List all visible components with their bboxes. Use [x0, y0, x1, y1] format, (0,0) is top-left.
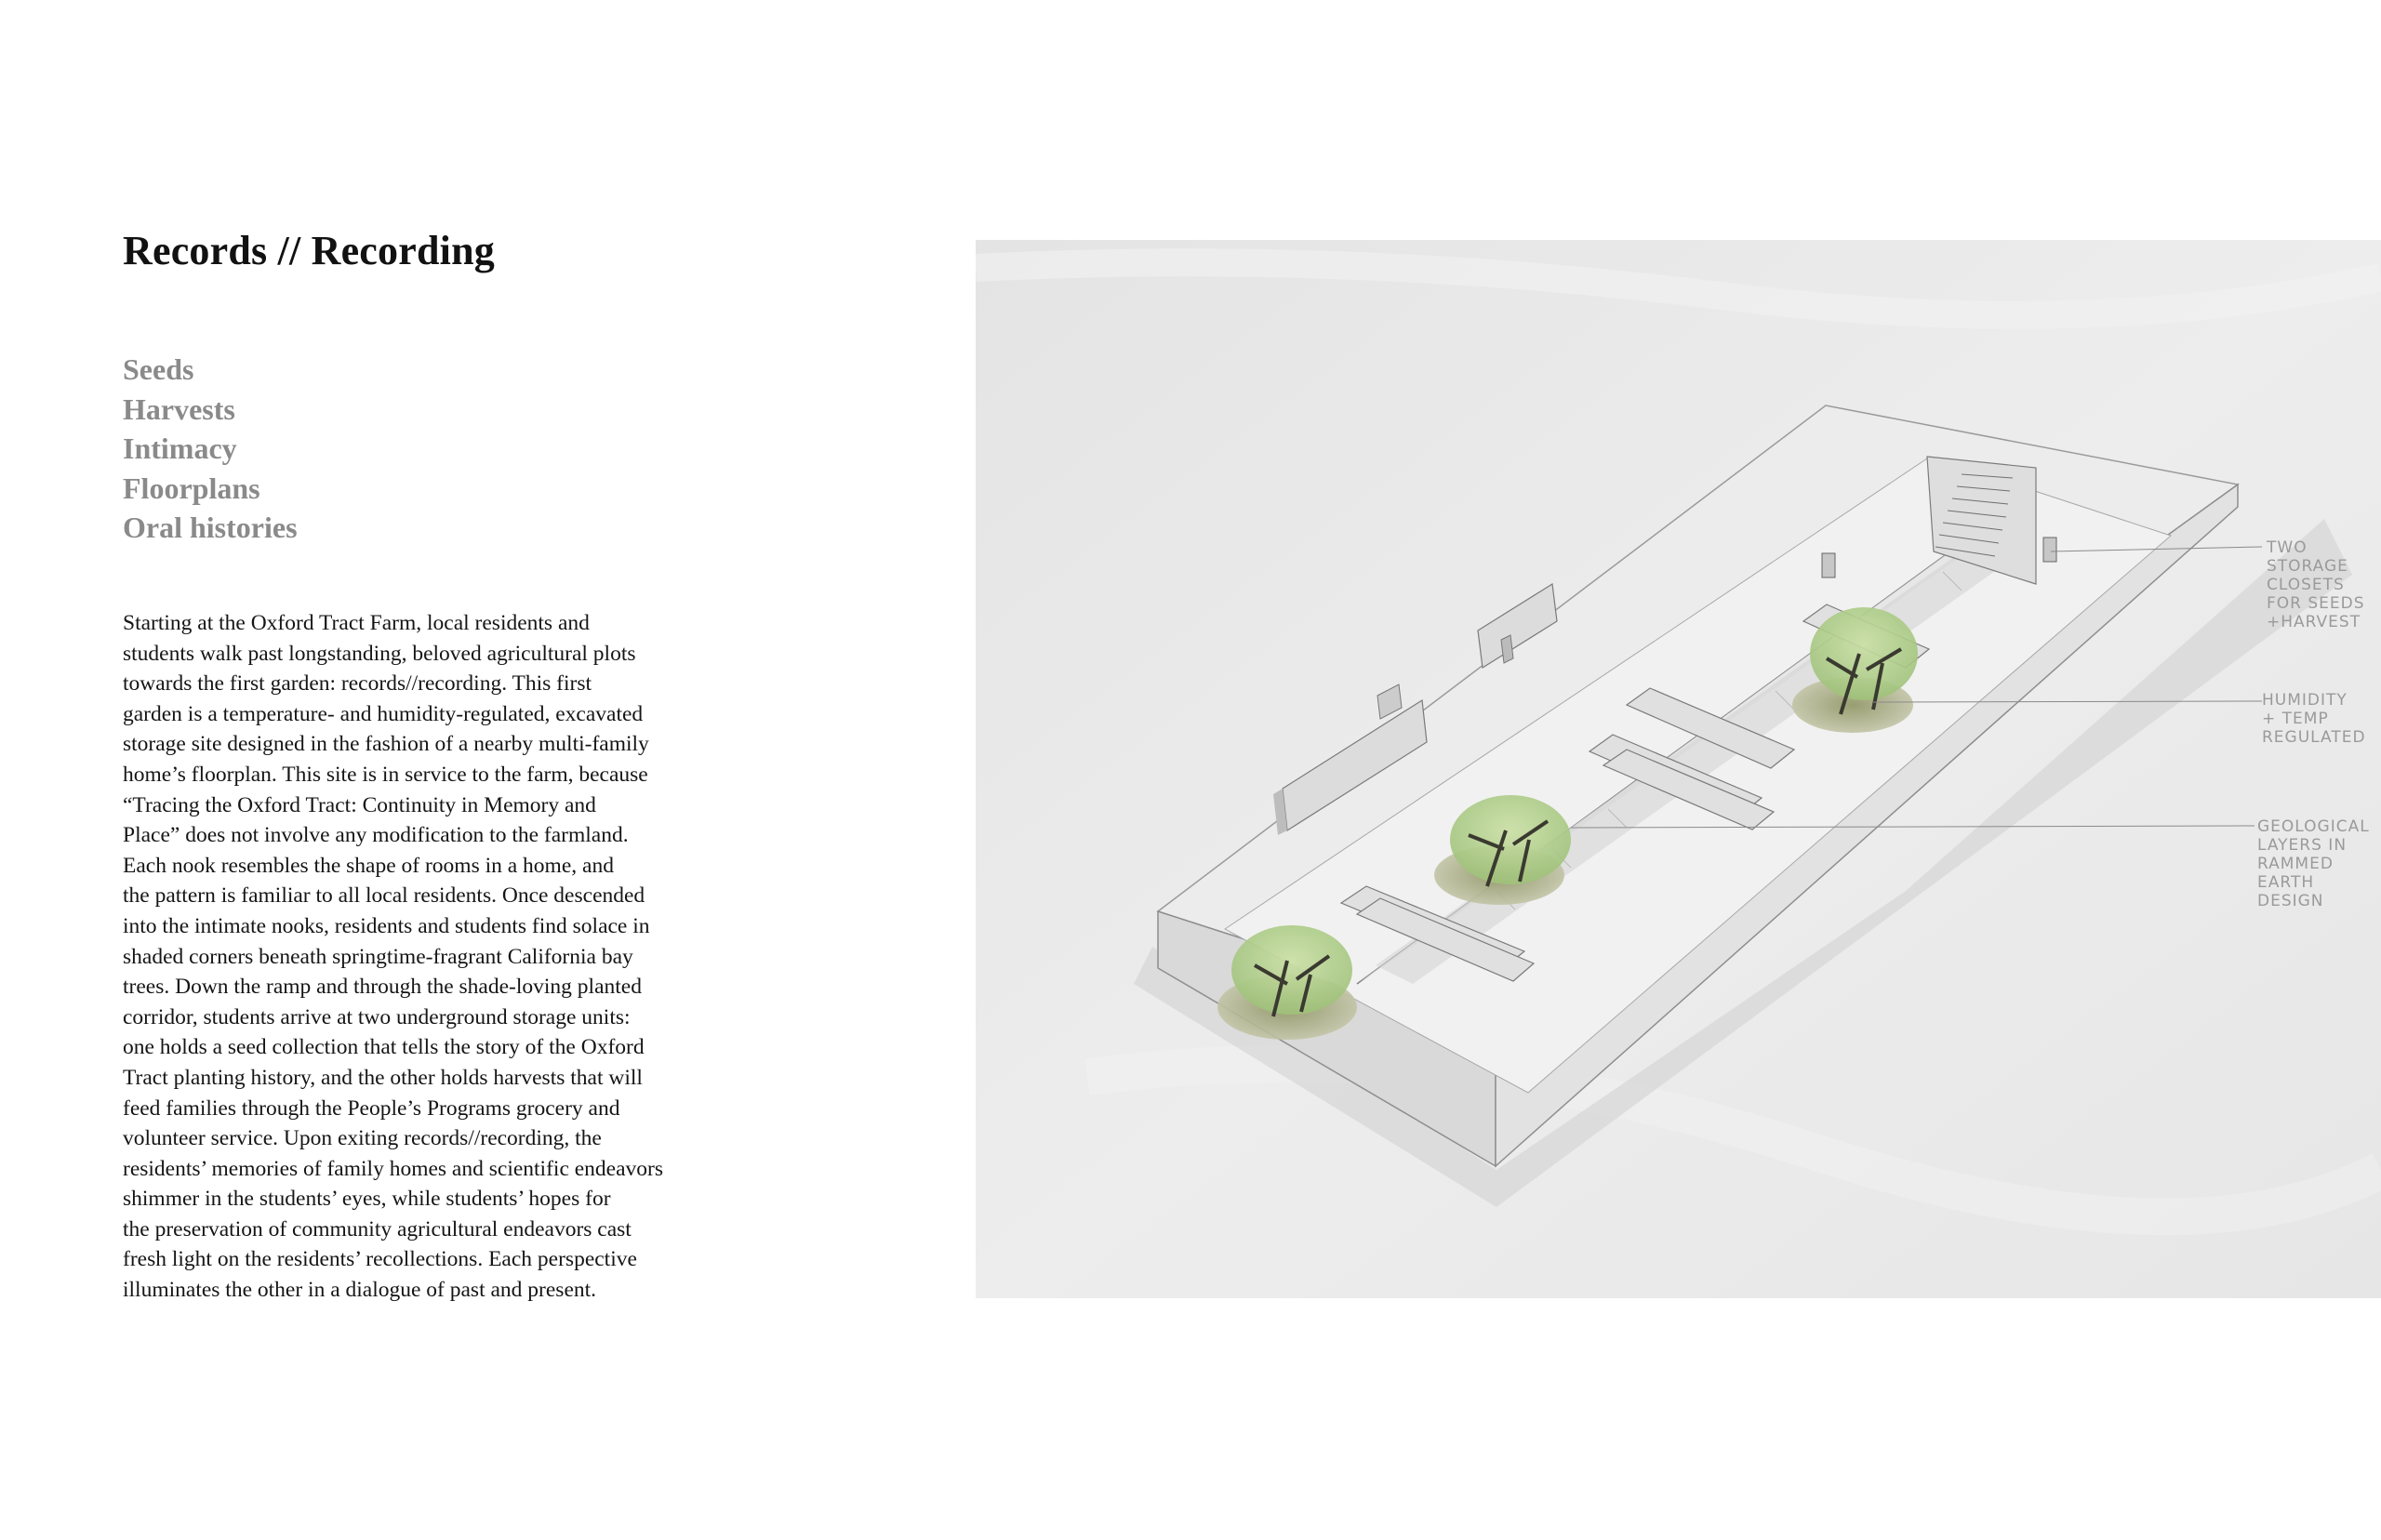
body-line: “Tracing the Oxford Tract: Continuity in Memory and — [123, 792, 596, 817]
annotation-humidity-temp: HUMIDITY + TEMP REGULATED — [2262, 691, 2366, 747]
body-line: storage site designed in the fashion of a nearby multi-family — [123, 732, 649, 757]
topic-item: Oral histories — [123, 511, 298, 544]
body-line: Each nook resembles the shape of rooms in a home, and — [123, 853, 614, 878]
body-line: towards the first garden: records//recording. This first — [123, 671, 592, 697]
topic-item: Harvests — [123, 392, 235, 426]
annotation-storage-closets: TWO STORAGE CLOSETS FOR SEEDS +HARVEST — [2267, 538, 2365, 631]
body-line: illuminates the other in a dialogue of past and present. — [123, 1278, 597, 1303]
site-model-svg — [976, 240, 2381, 1298]
body-line: trees. Down the ramp and through the shade-loving planted — [123, 975, 642, 1000]
body-line: residents’ memories of family homes and scientific endeavors — [123, 1156, 664, 1181]
body-line: one holds a seed collection that tells the story of the Oxford — [123, 1035, 645, 1060]
body-line: the preservation of community agricultural endeavors cast — [123, 1216, 632, 1241]
body-line: garden is a temperature- and humidity-regulated, excavated — [123, 701, 644, 726]
body-line: volunteer service. Upon exiting records//recording, the — [123, 1126, 602, 1151]
closet-door-icon — [2043, 538, 2056, 562]
topic-list — [123, 350, 298, 548]
body-line: Starting at the Oxford Tract Farm, local residents and — [123, 611, 590, 635]
topic-item: Floorplans — [123, 471, 260, 505]
closet-door-icon — [1822, 553, 1835, 578]
annotation-geological-layers: GEOLOGICAL LAYERS IN RAMMED EARTH DESIGN — [2257, 817, 2370, 910]
body-paragraph — [123, 608, 737, 1306]
body-line: shaded corners beneath springtime-fragrant California bay — [123, 944, 633, 969]
body-line: fresh light on the residents’ recollections. Each perspective — [123, 1247, 637, 1272]
topic-item: Intimacy — [123, 431, 237, 465]
page-title: Records // Recording — [123, 228, 495, 273]
body-line: shimmer in the students’ eyes, while students’ hopes for — [123, 1187, 611, 1212]
body-line: the pattern is familiar to all local residents. Once descended — [123, 883, 645, 909]
body-line: Tract planting history, and the other holds harvests that will — [123, 1065, 643, 1090]
body-line: corridor, students arrive at two underground storage units: — [123, 1004, 631, 1029]
body-line: students walk past longstanding, beloved agricultural plots — [123, 641, 636, 666]
body-line: Place” does not involve any modification to the farmland. — [123, 823, 629, 848]
body-line: home’s floorplan. This site is in service to the farm, because — [123, 762, 648, 787]
body-line: feed families through the People’s Programs grocery and — [123, 1095, 620, 1121]
body-line: into the intimate nooks, residents and students find solace in — [123, 913, 650, 938]
topic-item: Seeds — [123, 352, 194, 386]
site-model-drawing — [976, 240, 2381, 1298]
